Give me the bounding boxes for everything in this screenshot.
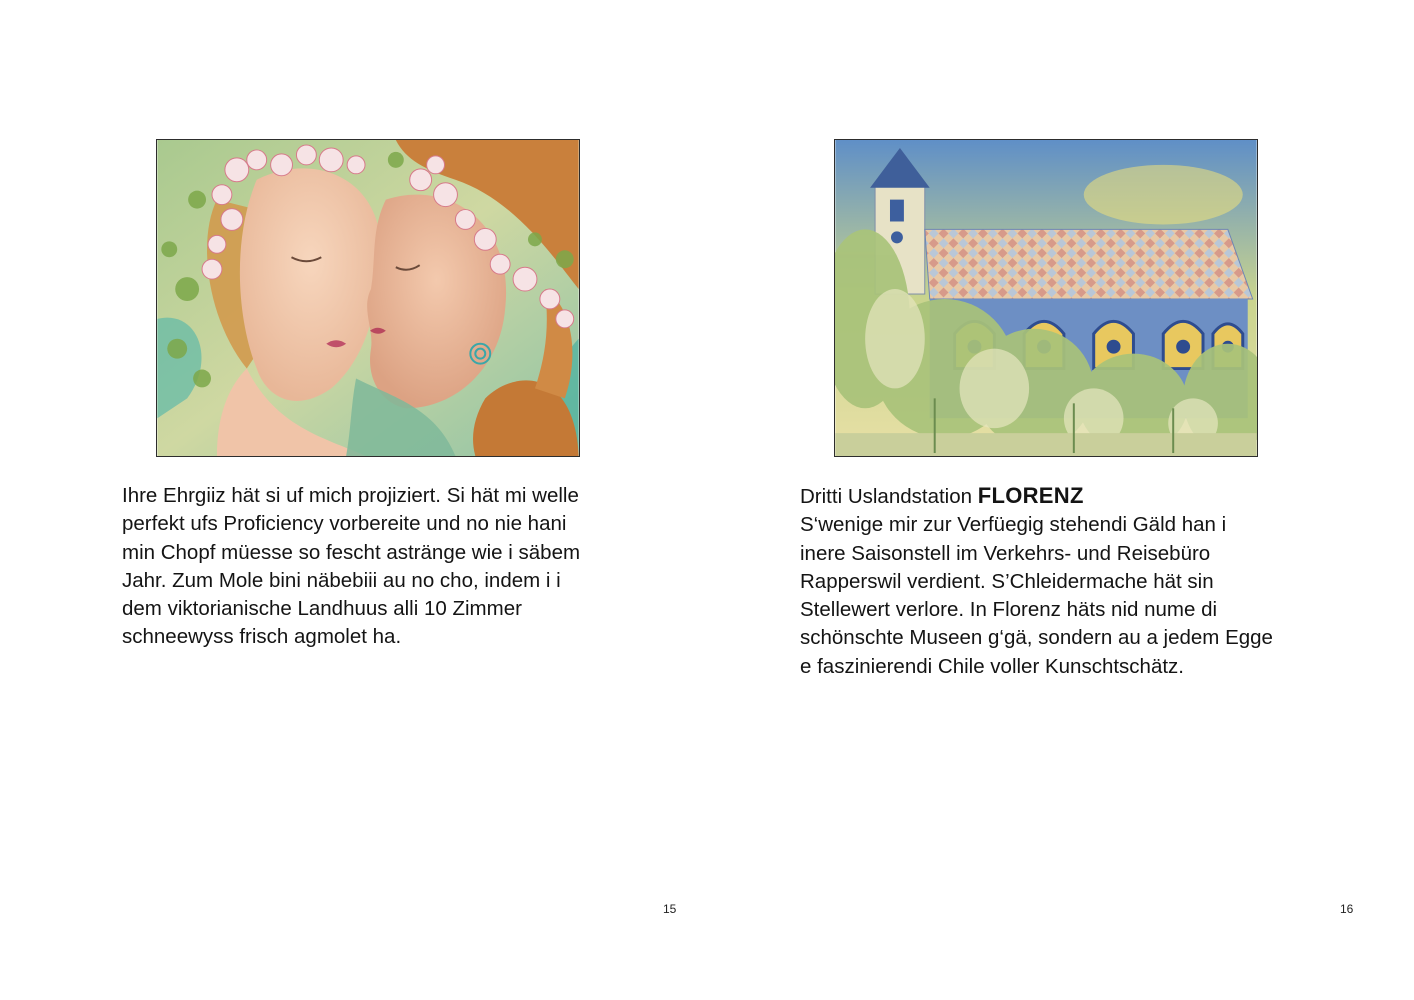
text-line: Stellewert verlore. In Florenz häts nid nume di [800, 598, 1218, 622]
text-line: Ihre Ehrgiiz hät si uf mich projiziert. Si hät mi welle [122, 484, 579, 507]
text-line: inere Saisonstell im Verkehrs- und Reisebüro [800, 541, 1211, 565]
left-paragraph [122, 482, 622, 652]
text-line: perfekt ufs Proficiency vorbereite und no nie hani [122, 512, 567, 536]
text-line: e faszinierendi Chile voller Kunschtschätz. [800, 654, 1184, 678]
text-line: schönschte Museen g‘gä, sondern au a jedem Egge [800, 626, 1273, 650]
heading-prefix: Dritti Uslandstation [800, 485, 978, 508]
page-number: 15 [663, 902, 677, 916]
heading-place: FLORENZ [977, 483, 1084, 508]
text-line: S‘wenige mir zur Verfüegig stehendi Gäld han i [800, 513, 1227, 537]
text-line: dem viktorianische Landhuus alli 10 Zimmer [122, 597, 522, 621]
right-page [707, 0, 1414, 1000]
painting-church [834, 139, 1258, 457]
painting-two-faces-image [157, 140, 579, 456]
text-line: min Chopf müesse so fescht astränge wie i säbem [122, 540, 581, 564]
section-heading [800, 482, 1300, 511]
page-number: 16 [1340, 902, 1354, 916]
text-line: Jahr. Zum Mole bini näbebiii au no cho, indem i i [122, 568, 561, 592]
painting-church-image [835, 140, 1257, 456]
painting-two-faces [156, 139, 580, 457]
text-line: Rapperswil verdient. S’Chleidermache hät sin [800, 569, 1214, 593]
text-line: schneewyss frisch agmolet ha. [122, 625, 402, 649]
right-paragraph [800, 482, 1300, 681]
